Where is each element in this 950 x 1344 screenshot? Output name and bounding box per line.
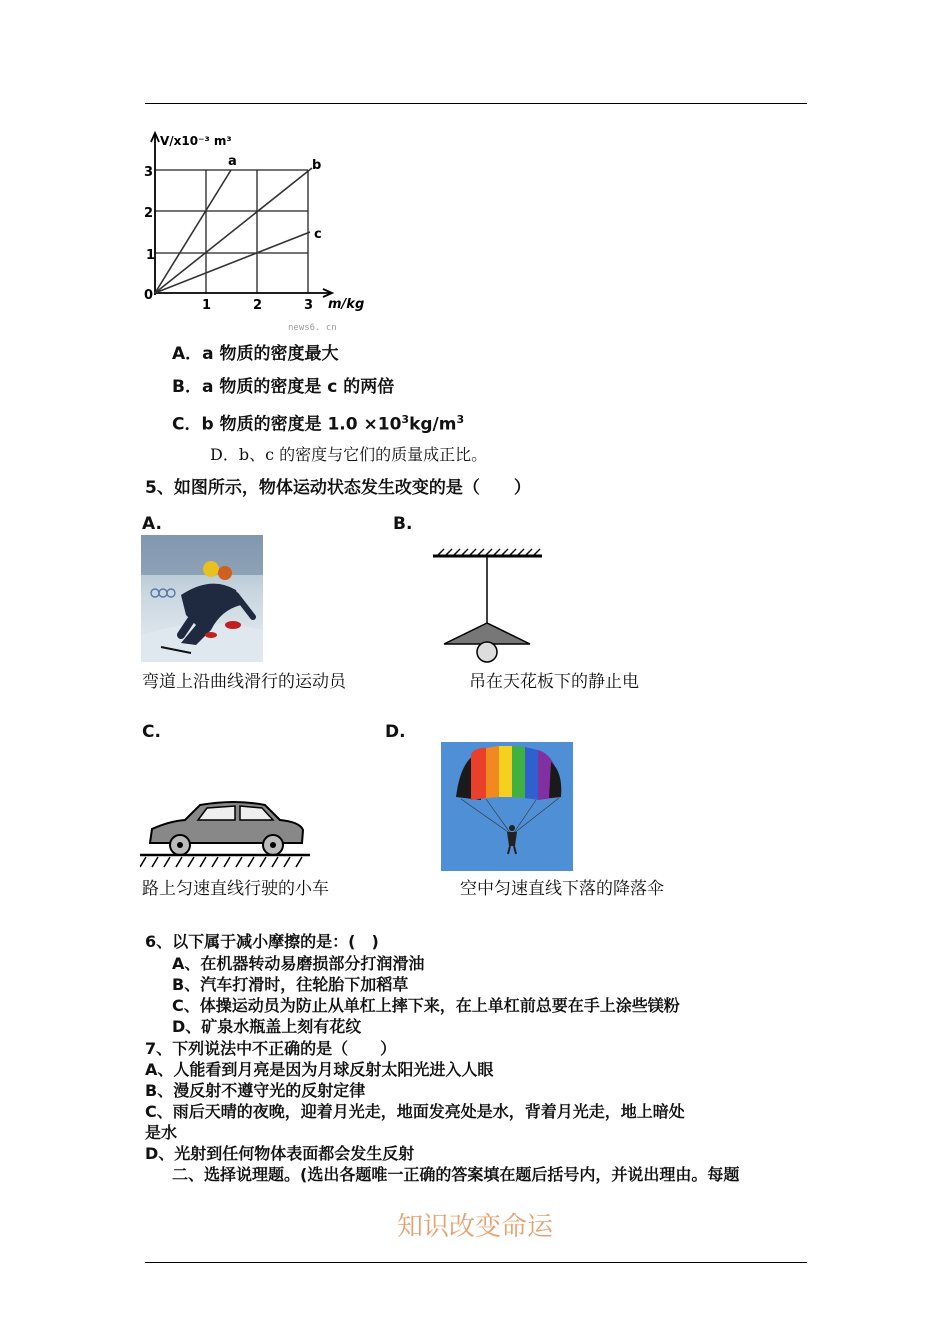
q6-option-c: C、体操运动员为防止从单杠上摔下来，在上单杠前总要在手上涂些镁粉 xyxy=(172,996,680,1015)
q4-option-a: A．a 物质的密度最大 xyxy=(172,344,339,364)
graph-x-tick-3: 3 xyxy=(304,298,314,313)
parachute-canopy xyxy=(456,746,561,800)
footer-motto: 知识改变命运 xyxy=(396,1212,553,1242)
q4-option-c-sup1: 3 xyxy=(401,413,410,426)
q4-option-d: D．b、c 的密度与它们的质量成正比。 xyxy=(210,445,488,464)
q4-option-b: B．a 物质的密度是 c 的两倍 xyxy=(172,377,395,397)
density-graph xyxy=(140,125,380,335)
graph-x-label: m/kg xyxy=(328,297,365,312)
hanging-lamp-image xyxy=(430,548,545,663)
q5-caption-a: 弯道上沿曲线滑行的运动员 xyxy=(142,672,346,692)
label-c: c xyxy=(314,227,322,242)
q5-caption-d: 空中匀速直线下落的降落伞 xyxy=(460,879,664,899)
graph-axes xyxy=(151,133,332,297)
label-a: a xyxy=(228,154,237,169)
graph-y-tick-3: 3 xyxy=(144,165,154,180)
graph-y-label: V/x10⁻³ m³ xyxy=(160,134,232,148)
line-c xyxy=(155,232,310,293)
graph-x-tick-2: 2 xyxy=(253,298,263,313)
q7-stem: 7、下列说法中不正确的是（ ） xyxy=(145,1039,397,1058)
parachute-image xyxy=(441,742,573,871)
q6-stem: 6、以下属于减小摩擦的是：( ) xyxy=(145,932,379,951)
label-b: b xyxy=(312,158,322,173)
q5-caption-c: 路上匀速直线行驶的小车 xyxy=(142,879,329,899)
section-2-heading: 二、选择说理题。(选出各题唯一正确的答案填在题后括号内，并说出理由。每题 xyxy=(172,1165,740,1184)
graph-watermark: news6. cn xyxy=(288,323,337,333)
graph-y-tick-1: 1 xyxy=(146,248,156,263)
q4-option-c-sup2: 3 xyxy=(456,413,465,426)
q5-label-a: A. xyxy=(142,514,162,534)
graph-y-tick-2: 2 xyxy=(144,206,154,221)
q5-label-c: C. xyxy=(142,722,161,742)
line-b xyxy=(155,168,312,293)
q7-option-a: A、人能看到月亮是因为月球反射太阳光进入人眼 xyxy=(145,1060,494,1079)
q4-option-c-unit: kg/m xyxy=(409,414,457,435)
q4-option-c-prefix: C．b 物质的密度是 1.0 ×10 xyxy=(172,414,402,435)
graph-x-tick-1: 1 xyxy=(202,298,212,313)
q5-stem: 5、如图所示，物体运动状态发生改变的是（ ） xyxy=(145,478,531,498)
q6-option-a: A、在机器转动易磨损部分打润滑油 xyxy=(172,954,425,973)
footer-rule xyxy=(145,1262,807,1263)
header-rule xyxy=(145,103,807,104)
q4-option-c xyxy=(172,409,464,436)
q6-option-b: B、汽车打滑时，往轮胎下加稻草 xyxy=(172,975,409,994)
q6-option-d: D、矿泉水瓶盖上刻有花纹 xyxy=(172,1017,362,1036)
skater-image xyxy=(141,535,263,662)
q7-option-c-line2: 是水 xyxy=(145,1123,178,1142)
q7-option-d: D、光射到任何物体表面都会发生反射 xyxy=(145,1144,415,1163)
q5-caption-b: 吊在天花板下的静止电 xyxy=(469,672,639,692)
graph-origin: 0 xyxy=(144,288,154,303)
q7-option-c-line1: C、雨后天晴的夜晚，迎着月光走，地面发亮处是水，背着月光走，地上暗处 xyxy=(145,1102,685,1121)
q7-option-b: B、漫反射不遵守光的反射定律 xyxy=(145,1081,366,1100)
line-a xyxy=(155,170,231,293)
q5-label-d: D. xyxy=(385,722,406,742)
q5-label-b: B. xyxy=(393,514,413,534)
car-image xyxy=(140,795,310,870)
